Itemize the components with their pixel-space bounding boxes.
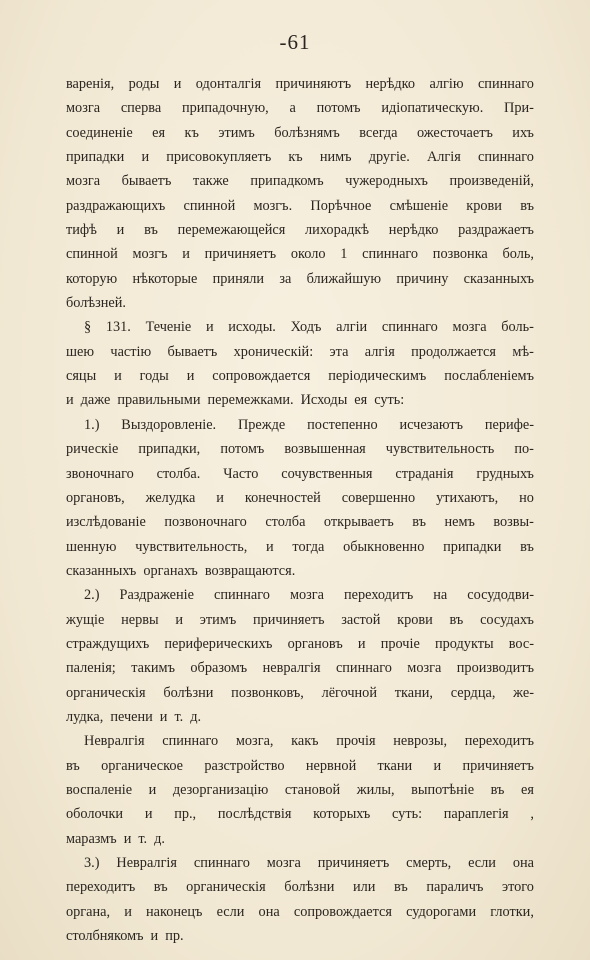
text-line: страждущихъ периферическихъ органовъ и прочiе продукты вос- xyxy=(66,635,534,652)
text-line: раздражающихъ спинной мозгъ. Порѣчное смѣшенiе крови въ xyxy=(66,197,534,214)
text-line: паленiя; такимъ образомъ невралгiя спиннаго мозга производитъ xyxy=(66,660,534,677)
text-line: мозга бываетъ также припадкомъ чужеродныхъ произведенiй, xyxy=(66,173,534,190)
text-line: 3.) Невралгiя спиннаго мозга причиняетъ смерть, если она xyxy=(84,855,534,871)
text-line: мозга сперва припадочную, а потомъ идiопатическую. При- xyxy=(66,100,534,117)
text-line: шенную чувствительность, и тогда обыкновенно припадки въ xyxy=(66,538,534,555)
text-line: припадки и присовокупляетъ къ нимъ другiе. Алгiя спиннаго xyxy=(66,149,534,166)
text-line: и даже правильными перемежками. Исходы ея суть: xyxy=(66,392,405,409)
text-line: лудка, печени и т. д. xyxy=(66,708,202,725)
text-line: сказанныхъ органахъ возвращаются. xyxy=(66,562,296,579)
text-line: шею частiю бываетъ хроническiй: эта алгiя продолжается мѣ- xyxy=(66,343,534,360)
text-line: жущiе нервы и этимъ причиняетъ застой крови въ сосудахъ xyxy=(66,611,534,628)
text-line: 2.) Раздраженiе спиннаго мозга переходитъ на сосудодви- xyxy=(84,587,534,604)
text-line: органовъ, желудка и конечностей совершенно утихаютъ, но xyxy=(66,489,534,506)
text-line: спинной мозгъ и причиняетъ около 1 спиннаго позвонка боль, xyxy=(66,246,534,263)
text-line: рическiе припадки, потомъ возвышенная чувствительность по- xyxy=(66,441,534,458)
text-line: соединенiе ея къ этимъ болѣзнямъ всегда ожесточаетъ ихъ xyxy=(66,124,534,141)
body-text xyxy=(66,72,534,948)
text-line: переходитъ въ органическiя болѣзни или въ параличъ этого xyxy=(66,879,534,896)
text-line: 1.) Выздоровленiе. Прежде постепенно исчезаютъ перифе- xyxy=(84,416,534,433)
text-line: маразмъ и т. д. xyxy=(66,830,165,847)
page-number: -61 xyxy=(279,30,311,54)
text-line: сяцы и годы и сопровождается перiодическимъ послабленiемъ xyxy=(66,368,534,385)
text-line: Невралгiя спиннаго мозга, какъ прочiя неврозы, переходитъ xyxy=(84,733,534,750)
text-line: варенiя, роды и одонталгiя причиняютъ нерѣдко алгiю спиннаго xyxy=(66,76,534,92)
text-line: болѣзней. xyxy=(66,295,127,312)
text-line: тифѣ и въ перемежающейся лихорадкѣ нерѣдко раздражаетъ xyxy=(66,222,534,239)
text-line: § 131. Теченiе и исходы. Ходъ алгiи спиннаго мозга боль- xyxy=(84,319,534,336)
text-line: столбнякомъ и пр. xyxy=(66,928,184,945)
text-line: органа, и наконецъ если она сопровождается судорогами глотки, xyxy=(66,903,534,920)
text-line: воспаленiе и дезорганизацiю становой жилы, выпотѣнiе въ ея xyxy=(66,781,534,798)
text-line: которую нѣкоторые приняли за ближайшую причину сказанныхъ xyxy=(66,270,534,287)
text-line: изслѣдованiе позвоночнаго столба открываетъ въ немъ возвы- xyxy=(66,514,534,531)
text-line: оболочки и пр., послѣдствiя которыхъ суть: параплегiя , xyxy=(66,806,534,823)
text-line: органическiя болѣзни позвонковъ, лёгочной ткани, сердца, же- xyxy=(66,684,534,701)
text-line: въ органическое разстройство нервной ткани и причиняетъ xyxy=(66,757,534,774)
text-line: звоночнаго столба. Часто сочувственныя страданiя грудныхъ xyxy=(66,465,534,482)
